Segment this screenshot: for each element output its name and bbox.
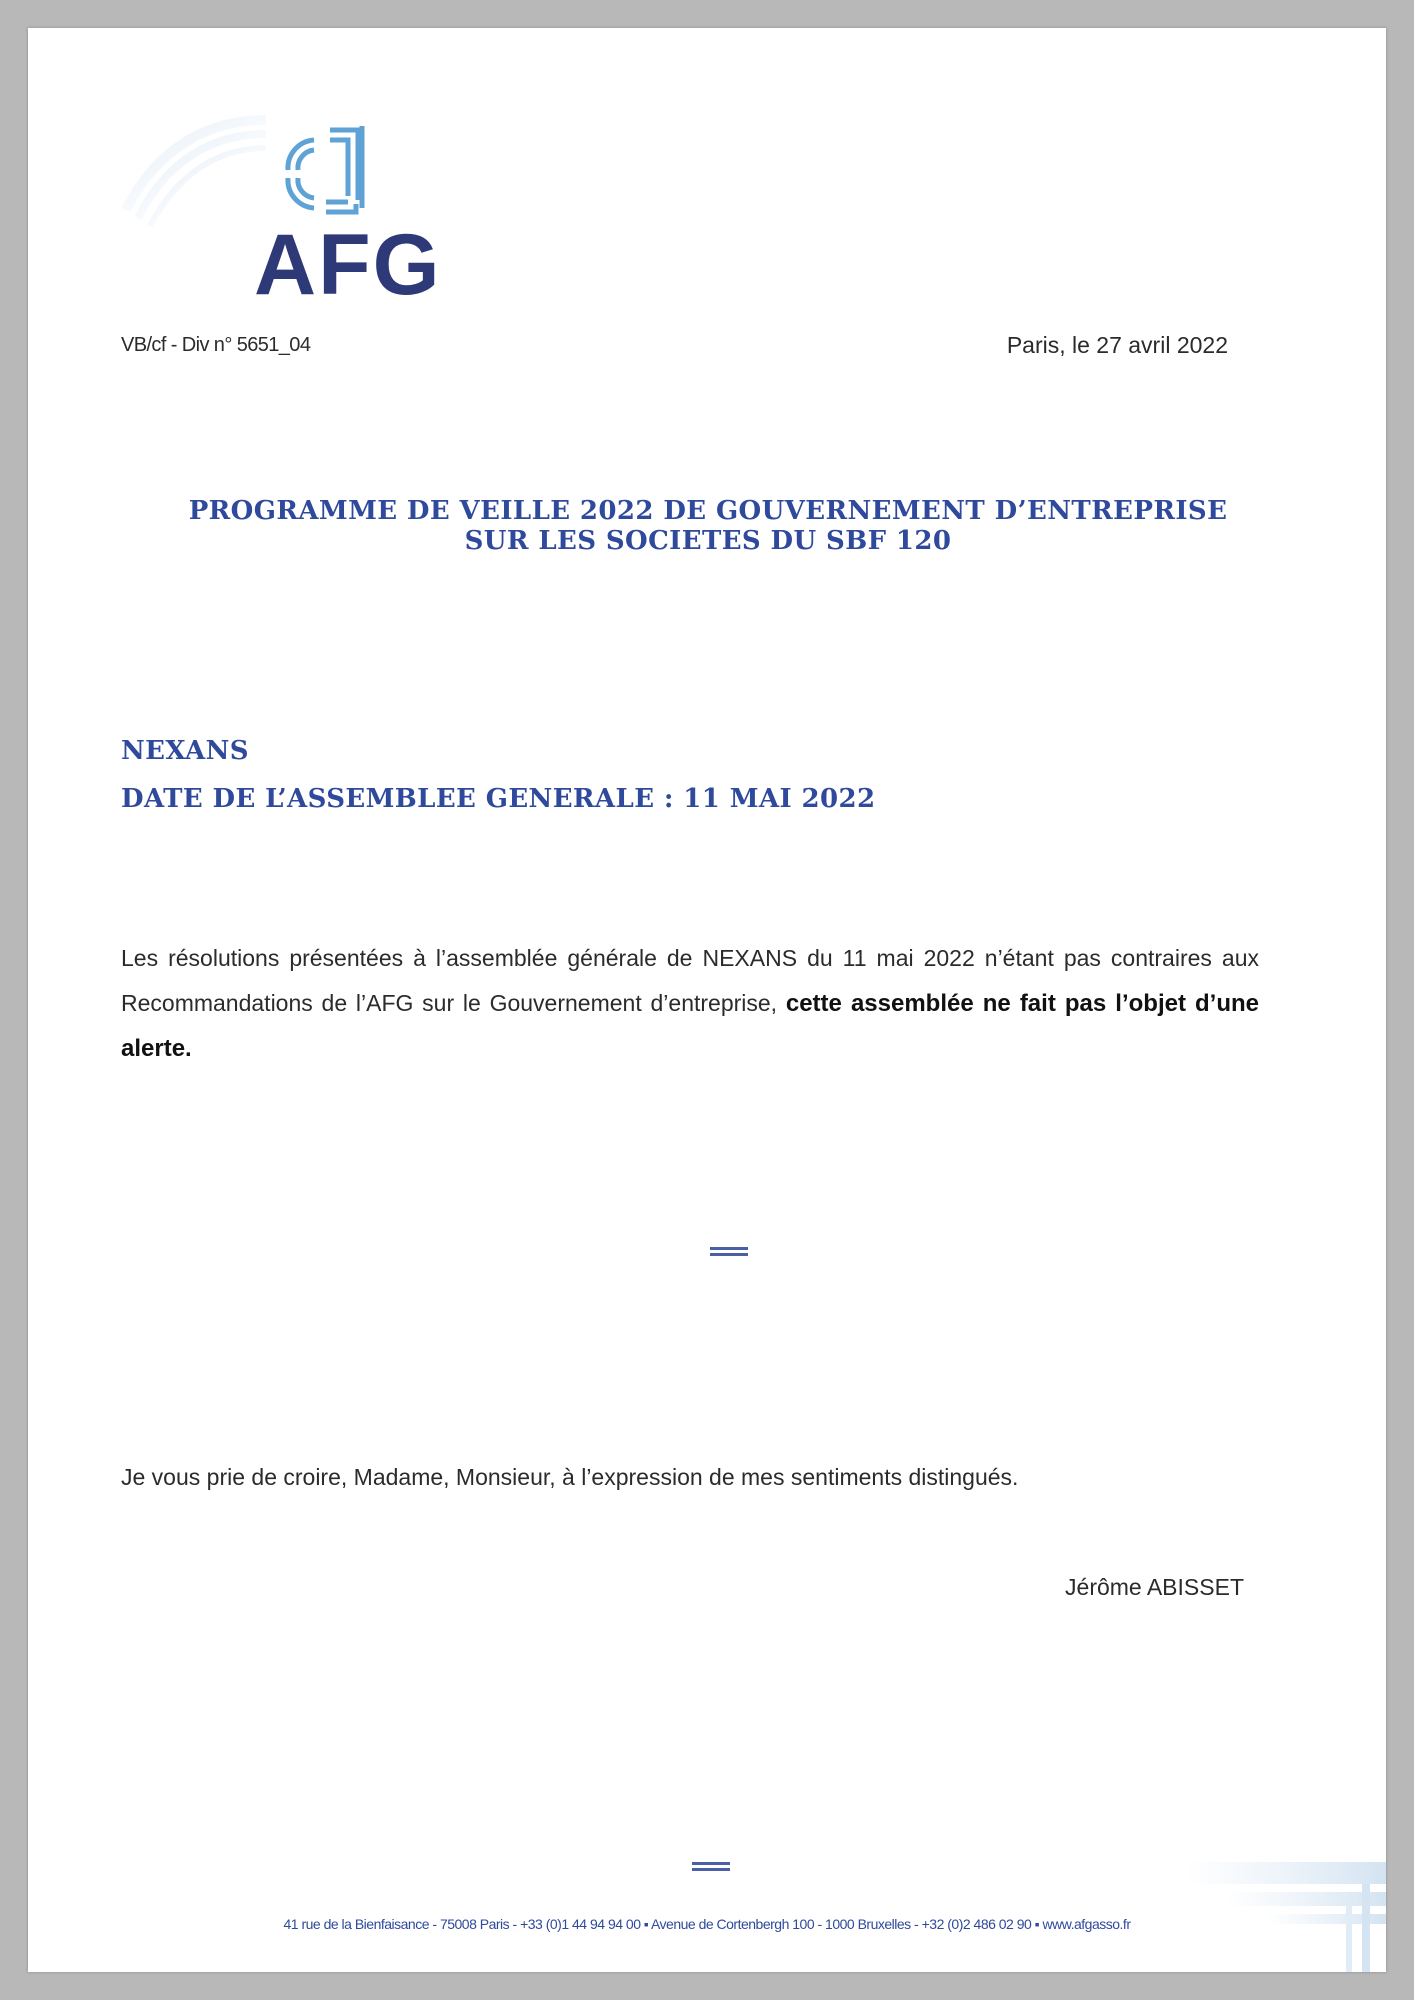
closing-formula: Je vous prie de croire, Madame, Monsieur, à l’expression de mes sentiments distingués. — [121, 1464, 1019, 1490]
footer-divider-icon — [692, 1862, 730, 1874]
document-page — [28, 28, 1386, 1972]
title-line-2: SUR LES SOCIETES DU SBF 120 — [464, 526, 952, 556]
footer-address: 41 rue de la Bienfaisance - 75008 Paris - +33 (0)1 44 94 94 00 ▪ Avenue de Cortenbergh 100 - 1000 Bruxelles - +32 (0)2 486 02 90 ▪ www.afgasso.fr — [283, 1916, 1131, 1932]
document-title — [108, 496, 1308, 556]
body-paragraph — [121, 936, 1259, 1071]
reference-number: VB/cf - Div n° 5651_04 — [121, 334, 311, 356]
signer-name: Jérôme ABISSET — [1065, 1574, 1244, 1600]
title-line-1: PROGRAMME DE VEILLE 2022 DE GOUVERNEMENT D’ENTREPRISE — [188, 496, 1228, 526]
meeting-date: DATE DE L’ASSEMBLEE GENERALE : 11 MAI 2022 — [121, 784, 876, 814]
letter-date: Paris, le 27 avril 2022 — [1006, 332, 1228, 358]
divider-icon — [710, 1247, 748, 1259]
body-text: Les résolutions présentées à l’assemblée générale de NEXANS du 11 mai 2022 n’étant pas contraires aux Recommandations de l’AFG sur le Gouvernement d’entreprise, — [121, 945, 1259, 1016]
body-bold-statement: cette assemblée ne fait pas l’objet d’une alerte. — [121, 990, 1260, 1062]
logo-text: AFG — [254, 217, 442, 313]
company-name: NEXANS — [121, 736, 249, 766]
corner-decoration-icon — [1186, 1862, 1386, 1972]
